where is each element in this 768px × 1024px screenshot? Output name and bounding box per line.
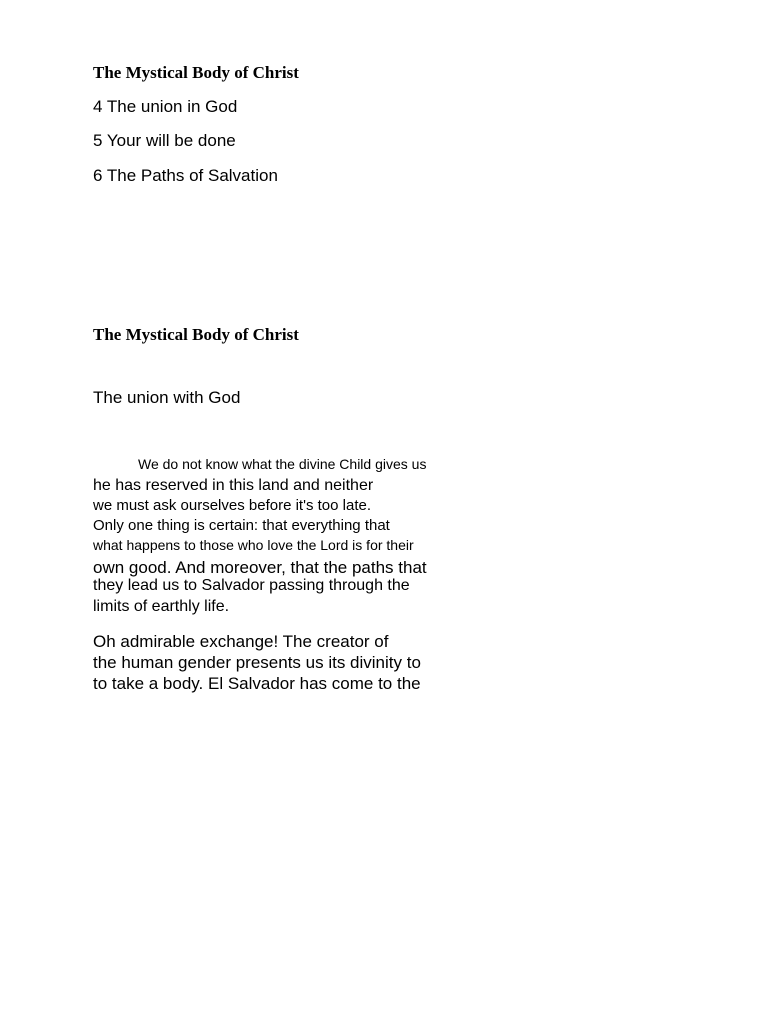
paragraph-line: to take a body. El Salvador has come to the xyxy=(93,674,421,693)
paragraph-line: We do not know what the divine Child gives us xyxy=(138,456,427,472)
toc-item: 4 The union in God xyxy=(93,97,238,116)
paragraph-line: the human gender presents us its divinity to xyxy=(93,653,421,672)
paragraph-line: own good. And moreover, that the paths that xyxy=(93,558,427,577)
paragraph-line: we must ask ourselves before it's too late. xyxy=(93,497,371,514)
paragraph-line: he has reserved in this land and neither xyxy=(93,477,374,494)
section-title: The Mystical Body of Christ xyxy=(93,325,299,344)
paragraph-line: they lead us to Salvador passing through the xyxy=(93,577,410,594)
paragraph-line: Only one thing is certain: that everything that xyxy=(93,517,390,534)
paragraph-line: Oh admirable exchange! The creator of xyxy=(93,632,389,651)
section-heading: The union with God xyxy=(93,388,241,407)
paragraph-line: what happens to those who love the Lord is for their xyxy=(93,537,414,553)
toc-title: The Mystical Body of Christ xyxy=(93,63,299,82)
toc-item: 5 Your will be done xyxy=(93,131,236,150)
paragraph-line: limits of earthly life. xyxy=(93,598,230,615)
toc-item: 6 The Paths of Salvation xyxy=(93,166,278,185)
